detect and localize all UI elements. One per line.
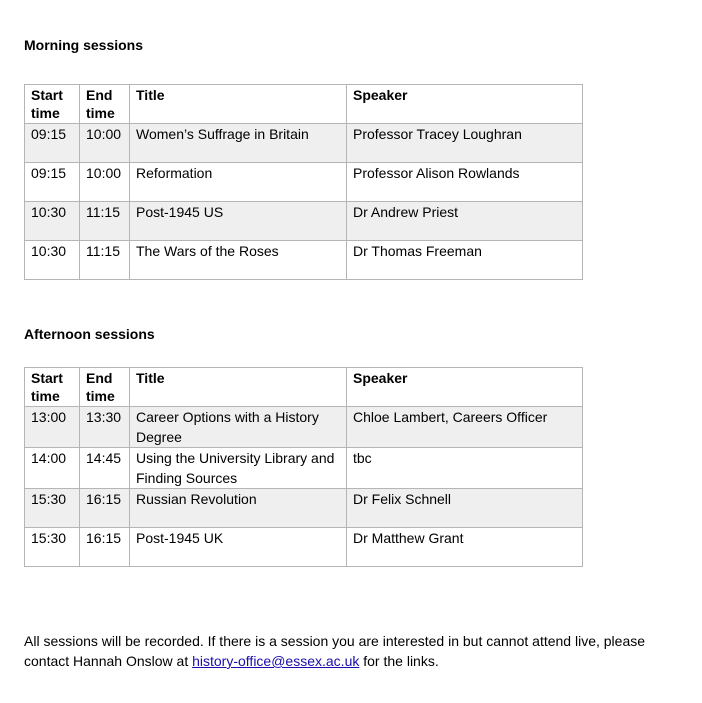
end-time-cell: 11:15 [80,241,130,280]
title-cell: Post-1945 UK [130,528,347,567]
morning-sessions-table [24,84,583,280]
start-time-cell: 10:30 [25,202,80,241]
speaker-cell: Dr Andrew Priest [347,202,583,241]
history-office-email-link[interactable]: history-office@essex.ac.uk [192,653,360,669]
speaker-cell: Professor Alison Rowlands [347,163,583,202]
end-time-cell: 10:00 [80,124,130,163]
recording-note-text: All sessions will be recorded. If there is a session you are interested in but cannot attend live, please contact Hannah Onslow at [24,633,646,669]
title-cell: The Wars of the Roses [130,241,347,280]
speaker-header: Speaker [347,85,583,124]
recording-note-end: for the links. [359,653,439,669]
start-time-header: Start time [25,368,80,407]
speaker-cell: Dr Matthew Grant [347,528,583,567]
title-cell: Reformation [130,163,347,202]
end-time-cell: 13:30 [80,407,130,448]
speaker-cell: Chloe Lambert, Careers Officer [347,407,583,448]
title-header: Title [130,368,347,407]
end-time-cell: 16:15 [80,489,130,528]
table-row [25,202,583,241]
table-row [25,124,583,163]
title-cell: Russian Revolution [130,489,347,528]
start-time-cell: 10:30 [25,241,80,280]
table-row [25,241,583,280]
end-time-cell: 14:45 [80,448,130,489]
speaker-cell: Dr Thomas Freeman [347,241,583,280]
morning-sessions-heading: Morning sessions [24,37,144,53]
recording-note [24,631,684,671]
title-header: Title [130,85,347,124]
table-row [25,528,583,567]
start-time-cell: 15:30 [25,528,80,567]
end-time-cell: 16:15 [80,528,130,567]
title-cell: Career Options with a History Degree [130,407,347,448]
start-time-cell: 14:00 [25,448,80,489]
title-cell: Women’s Suffrage in Britain [130,124,347,163]
start-time-cell: 09:15 [25,124,80,163]
start-time-header: Start time [25,85,80,124]
speaker-cell: Dr Felix Schnell [347,489,583,528]
table-row [25,407,583,448]
end-time-cell: 10:00 [80,163,130,202]
table-header-row [25,85,583,124]
end-time-cell: 11:15 [80,202,130,241]
speaker-cell: Professor Tracey Loughran [347,124,583,163]
afternoon-sessions-table [24,367,583,567]
speaker-cell: tbc [347,448,583,489]
speaker-header: Speaker [347,368,583,407]
end-time-header: End time [80,85,130,124]
table-row [25,448,583,489]
start-time-cell: 15:30 [25,489,80,528]
table-header-row [25,368,583,407]
title-cell: Using the University Library and Finding Sources [130,448,347,489]
end-time-header: End time [80,368,130,407]
table-row [25,489,583,528]
start-time-cell: 13:00 [25,407,80,448]
start-time-cell: 09:15 [25,163,80,202]
title-cell: Post-1945 US [130,202,347,241]
table-row [25,163,583,202]
afternoon-sessions-heading: Afternoon sessions [24,326,155,342]
